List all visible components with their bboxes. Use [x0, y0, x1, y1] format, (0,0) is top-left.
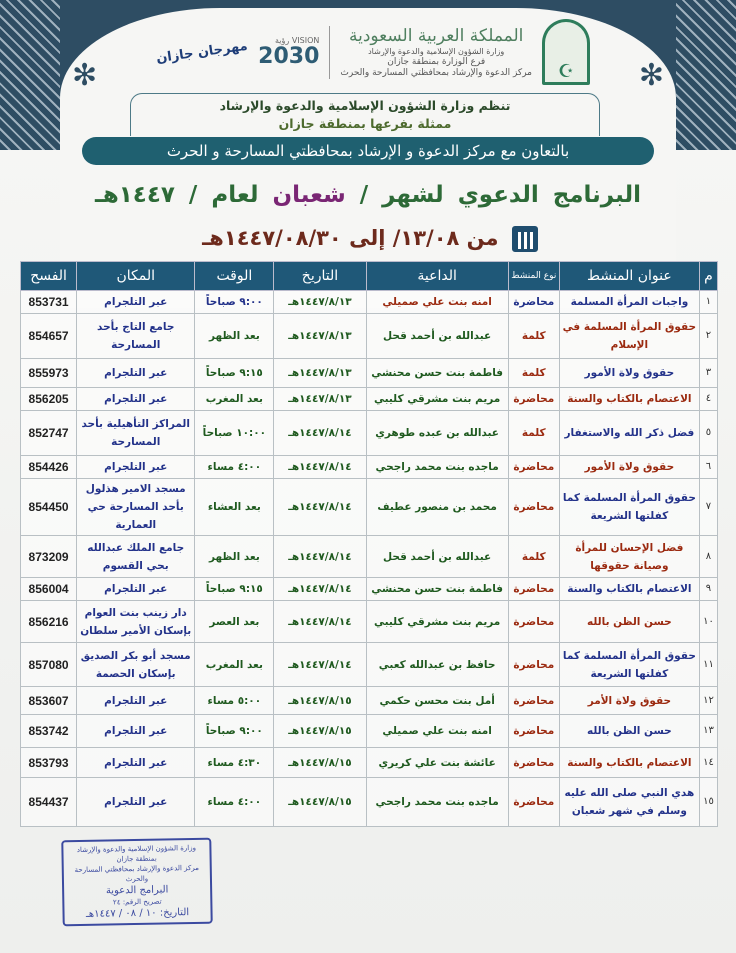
center-name: مركز الدعوة والإرشاد بمحافظتي المسارحة والحرث — [340, 67, 532, 78]
cell-date: ١٤٤٧/٨/١٥هـ — [274, 748, 366, 778]
table-row — [21, 643, 718, 687]
cell-place: عبر التلجرام — [77, 748, 195, 778]
cell-time: ٩:١٥ صباحاً — [195, 359, 274, 388]
date-from: من ١٣/٠٨/ — [392, 226, 499, 250]
table-row — [21, 314, 718, 359]
cell-type: محاضرة — [508, 479, 559, 536]
cell-title: حسن الظن بالله — [559, 601, 699, 643]
cell-place: مسجد الامير هذلول بأحد المسارحة حي العمارية — [77, 479, 195, 536]
table-row — [21, 291, 718, 314]
cell-date: ١٤٤٧/٨/١٣هـ — [274, 291, 366, 314]
cell-title: الاعتصام بالكتاب والسنة — [559, 388, 699, 411]
cell-permit: 854657 — [21, 314, 77, 359]
stamp-line: بمنطقة جازان — [116, 854, 157, 864]
cell-permit: 853742 — [21, 715, 77, 748]
table-row — [21, 479, 718, 536]
cell-type: محاضرة — [508, 687, 559, 715]
cell-time: بعد العصر — [195, 601, 274, 643]
cell-type: محاضرة — [508, 601, 559, 643]
cell-preacher: مريم بنت مشرقي كليبي — [366, 388, 508, 411]
col-time: الوقت — [195, 262, 274, 291]
cell-no: ٧ — [699, 479, 717, 536]
cell-no: ١٣ — [699, 715, 717, 748]
cell-preacher: حافظ بن عبدالله كعبي — [366, 643, 508, 687]
cell-type: محاضرة — [508, 643, 559, 687]
cell-time: بعد الظهر — [195, 314, 274, 359]
table-row — [21, 388, 718, 411]
cell-date: ١٤٤٧/٨/١٥هـ — [274, 715, 366, 748]
cell-no: ٤ — [699, 388, 717, 411]
cell-permit: 853607 — [21, 687, 77, 715]
cell-place: عبر التلجرام — [77, 388, 195, 411]
table-row — [21, 578, 718, 601]
cell-type: محاضرة — [508, 748, 559, 778]
vision-label: VISION رؤية — [275, 36, 320, 45]
cell-date: ١٤٤٧/٨/١٥هـ — [274, 687, 366, 715]
cell-preacher: فاطمة بنت حسن محنشي — [366, 359, 508, 388]
cell-permit: 857080 — [21, 643, 77, 687]
cell-no: ٦ — [699, 456, 717, 479]
cell-no: ١٠ — [699, 601, 717, 643]
cell-date: ١٤٤٧/٨/١٣هـ — [274, 314, 366, 359]
cell-place: عبر التلجرام — [77, 715, 195, 748]
table-row — [21, 715, 718, 748]
col-date: التاريخ — [274, 262, 366, 291]
cell-title: فضل ذكر الله والاستغفار — [559, 411, 699, 456]
cell-time: بعد العشاء — [195, 479, 274, 536]
cooperation-banner: بالتعاون مع مركز الدعوة و الإرشاد بمحافظتي المسارحة و الحرث — [82, 137, 654, 165]
cell-preacher: عبدالله بن أحمد قحل — [366, 314, 508, 359]
table-header — [21, 262, 718, 291]
table-row — [21, 687, 718, 715]
cell-title: حقوق المرأة المسلمة كما كفلتها الشريعة — [559, 479, 699, 536]
kingdom-name: المملكة العربية السعودية — [348, 25, 524, 46]
table-row — [21, 411, 718, 456]
title-prefix: البرنامج الدعوي لشهر / — [359, 182, 642, 208]
table-row — [21, 778, 718, 827]
table-row — [21, 536, 718, 578]
cell-title: فضل الإحسان للمرأة وصيانة حقوقها — [559, 536, 699, 578]
cell-place: عبر التلجرام — [77, 778, 195, 827]
cell-permit: 854450 — [21, 479, 77, 536]
cell-preacher: فاطمة بنت حسن محنشي — [366, 578, 508, 601]
cell-preacher: عبدالله بن عبده طوهري — [366, 411, 508, 456]
title-year: لعام / ١٤٤٧هـ — [94, 182, 259, 208]
cell-place: عبر التلجرام — [77, 578, 195, 601]
flower-ornament-icon: ✻ — [72, 58, 98, 93]
cell-preacher: امنه بنت علي صميلي — [366, 291, 508, 314]
flower-ornament-icon: ✻ — [638, 58, 664, 93]
cell-date: ١٤٤٧/٨/١٤هـ — [274, 578, 366, 601]
cell-type: محاضرة — [508, 778, 559, 827]
cell-date: ١٤٤٧/٨/١٤هـ — [274, 411, 366, 456]
cell-date: ١٤٤٧/٨/١٤هـ — [274, 601, 366, 643]
cell-time: ٩:٠٠ صباحاً — [195, 291, 274, 314]
program-table — [20, 261, 718, 827]
cell-type: محاضرة — [508, 456, 559, 479]
cell-place: عبر التلجرام — [77, 456, 195, 479]
cell-no: ٩ — [699, 578, 717, 601]
cell-time: بعد الظهر — [195, 536, 274, 578]
cell-type: محاضرة — [508, 715, 559, 748]
cell-permit: 855973 — [21, 359, 77, 388]
col-place: المكان — [77, 262, 195, 291]
cell-title: حقوق ولاة الأمر — [559, 687, 699, 715]
col-title: عنوان المنشط — [559, 262, 699, 291]
col-no: م — [699, 262, 717, 291]
stamp-line: التاريخ: ١٠ / ٠٨ / ١٤٤٧هـ — [85, 907, 190, 920]
cell-preacher: امنه بنت علي صميلي — [366, 715, 508, 748]
cell-no: ١١ — [699, 643, 717, 687]
cell-date: ١٤٤٧/٨/١٣هـ — [274, 388, 366, 411]
table-row — [21, 359, 718, 388]
cell-preacher: عبدالله بن أحمد قحل — [366, 536, 508, 578]
table-row — [21, 748, 718, 778]
organizer-line: تنظم وزارة الشؤون الإسلامية والدعوة والإرشاد — [219, 98, 511, 113]
cell-time: بعد المغرب — [195, 643, 274, 687]
title-month: شعبان — [272, 182, 346, 208]
festival-logo: مهرجان جازان — [155, 38, 249, 66]
cell-title: حقوق ولاة الأمور — [559, 359, 699, 388]
col-preacher: الداعية — [366, 262, 508, 291]
ministry-name: وزارة الشؤون الإسلامية والدعوة والإرشاد — [368, 46, 505, 56]
col-type: نوع المنشط — [508, 262, 559, 291]
branch-name: فرع الوزارة بمنطقة جازان — [387, 56, 486, 67]
cell-type: محاضرة — [508, 388, 559, 411]
cell-permit: 853793 — [21, 748, 77, 778]
cell-title: حسن الظن بالله — [559, 715, 699, 748]
stamp-line: البرامج الدعوية — [105, 884, 169, 897]
cell-place: عبر التلجرام — [77, 687, 195, 715]
cell-permit: 856004 — [21, 578, 77, 601]
cell-title: حقوق ولاة الأمور — [559, 456, 699, 479]
cell-type: كلمة — [508, 314, 559, 359]
col-permit: الفسح — [21, 262, 77, 291]
cell-type: كلمة — [508, 411, 559, 456]
cell-place: دار زينب بنت العوام بإسكان الأمير سلطان — [77, 601, 195, 643]
cell-permit: 856216 — [21, 601, 77, 643]
cell-place: عبر التلجرام — [77, 291, 195, 314]
cell-title: الاعتصام بالكتاب والسنة — [559, 578, 699, 601]
cell-title: الاعتصام بالكتاب والسنة — [559, 748, 699, 778]
cell-permit: 856205 — [21, 388, 77, 411]
cell-permit: 873209 — [21, 536, 77, 578]
cell-time: ٥:٠٠ مساء — [195, 687, 274, 715]
cell-preacher: محمد بن منصور عطيف — [366, 479, 508, 536]
cell-date: ١٤٤٧/٨/١٤هـ — [274, 643, 366, 687]
cell-time: ٩:٠٠ صباحاً — [195, 715, 274, 748]
cell-place: عبر التلجرام — [77, 359, 195, 388]
cell-no: ٢ — [699, 314, 717, 359]
cell-no: ٣ — [699, 359, 717, 388]
cell-permit: 852747 — [21, 411, 77, 456]
table-row — [21, 601, 718, 643]
cell-preacher: عائشة بنت علي كريري — [366, 748, 508, 778]
cell-no: ٥ — [699, 411, 717, 456]
cell-no: ٨ — [699, 536, 717, 578]
cell-place: جامع التاج بأحد المسارحة — [77, 314, 195, 359]
cell-type: كلمة — [508, 359, 559, 388]
cell-type: محاضرة — [508, 578, 559, 601]
stamp-line: مركز الدعوة والإرشاد بمحافظتي المسارحة والحرث — [74, 863, 200, 884]
cell-no: ١٤ — [699, 748, 717, 778]
vision-year: 2030 — [258, 44, 320, 69]
cell-type: كلمة — [508, 536, 559, 578]
cell-permit: 853731 — [21, 291, 77, 314]
cell-preacher: ماجده بنت محمد راجحي — [366, 778, 508, 827]
cell-title: هدي النبي صلى الله عليه وسلم في شهر شعبان — [559, 778, 699, 827]
cell-date: ١٤٤٧/٨/١٤هـ — [274, 536, 366, 578]
date-to: إلى ١٤٤٧/٠٨/٣٠هـ — [202, 226, 386, 250]
cell-no: ١٥ — [699, 778, 717, 827]
cell-place: مسجد أبو بكر الصديق بإسكان الحصمة — [77, 643, 195, 687]
cell-title: حقوق المرأة المسلمة كما كفلتها الشريعة — [559, 643, 699, 687]
stamp-line: تصريح الرقم: ٢٤ — [112, 897, 162, 907]
cell-place: جامع الملك عبدالله بحي القسوم — [77, 536, 195, 578]
cell-time: ٩:١٥ صباحاً — [195, 578, 274, 601]
organizer-line: ممثلة بفرعها بمنطقة جازان — [278, 116, 452, 131]
cell-place: المراكز التأهيلية بأحد المسارحة — [77, 411, 195, 456]
cell-date: ١٤٤٧/٨/١٤هـ — [274, 479, 366, 536]
cell-type: محاضرة — [508, 291, 559, 314]
cell-time: ٤:٣٠ مساء — [195, 748, 274, 778]
cell-permit: 854426 — [21, 456, 77, 479]
cell-title: واجبات المرأة المسلمة — [559, 291, 699, 314]
cell-date: ١٤٤٧/٨/١٤هـ — [274, 456, 366, 479]
table-row — [21, 456, 718, 479]
cell-no: ١٢ — [699, 687, 717, 715]
cell-time: ١٠:٠٠ صباحاً — [195, 411, 274, 456]
cell-date: ١٤٤٧/٨/١٥هـ — [274, 778, 366, 827]
cell-time: ٤:٠٠ مساء — [195, 778, 274, 827]
cell-time: ٤:٠٠ مساء — [195, 456, 274, 479]
cell-title: حقوق المرأة المسلمة في الإسلام — [559, 314, 699, 359]
cell-no: ١ — [699, 291, 717, 314]
cell-preacher: أمل بنت محسن حكمي — [366, 687, 508, 715]
official-stamp — [61, 838, 212, 927]
ministry-emblem-icon: ☪ — [542, 19, 590, 85]
cell-time: بعد المغرب — [195, 388, 274, 411]
cell-preacher: مريم بنت مشرقي كليبي — [366, 601, 508, 643]
cell-preacher: ماجده بنت محمد راجحي — [366, 456, 508, 479]
stamp-line: وزارة الشؤون الإسلامية والدعوة والإرشاد — [76, 843, 197, 855]
cell-date: ١٤٤٧/٨/١٣هـ — [274, 359, 366, 388]
cell-permit: 854437 — [21, 778, 77, 827]
